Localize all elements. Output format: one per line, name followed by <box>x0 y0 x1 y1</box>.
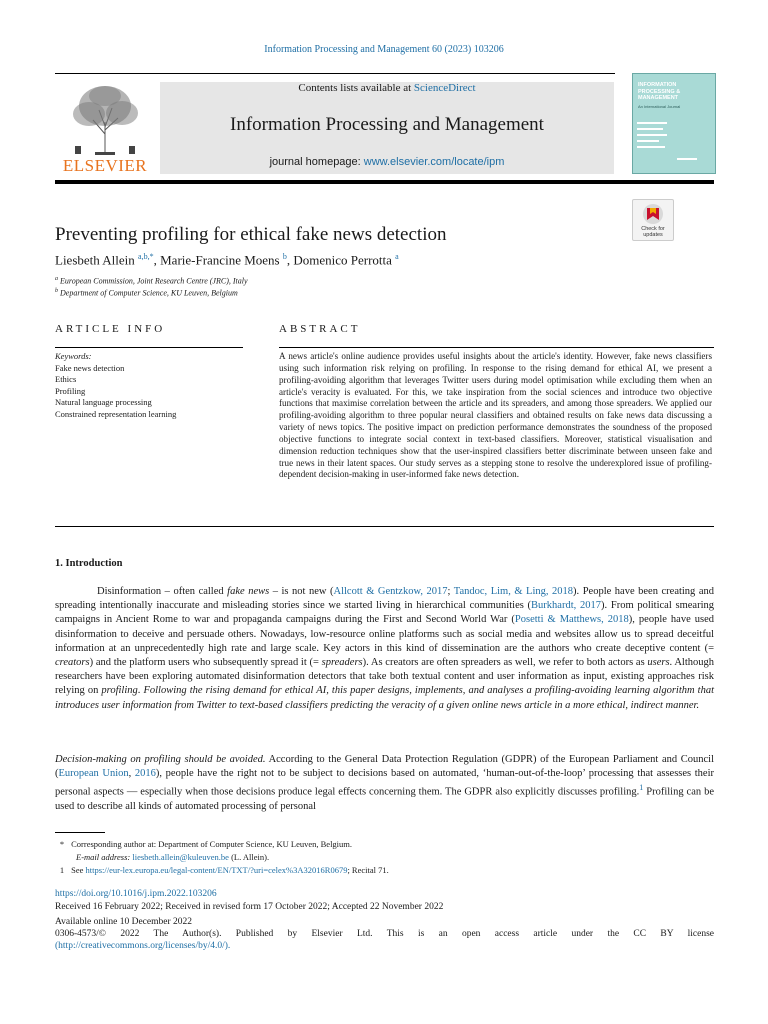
emphasis-text: profiling <box>101 685 138 697</box>
cover-decor <box>637 134 667 136</box>
article-info-divider <box>55 347 243 348</box>
header-divider <box>55 180 714 184</box>
citation-link[interactable]: Burkhardt, 2017 <box>531 600 601 612</box>
affiliation-mark: b <box>55 288 58 294</box>
citation-link[interactable]: Tandoc, Lim, & Ling, 2018 <box>453 586 574 597</box>
body-text-run: . Although researchers have been exploring automated disinformation detectors that take both textual content and user information as input, existing approaches risk relying on <box>55 657 714 697</box>
author-name[interactable]: Liesbeth Allein <box>55 252 135 268</box>
body-text-run: Disinformation – often called <box>97 586 228 597</box>
cover-title: INFORMATION PROCESSING & MANAGEMENT <box>638 82 681 101</box>
affiliation <box>55 276 248 286</box>
elsevier-wordmark: ELSEVIER <box>62 156 148 175</box>
keywords-block <box>55 351 245 421</box>
intro-paragraph-1 <box>55 585 714 713</box>
body-text-run: – is not new ( <box>269 586 334 597</box>
paper-title: Preventing profiling for ethical fake news detection <box>55 224 447 245</box>
cover-decor <box>637 122 667 124</box>
top-divider <box>55 73 615 74</box>
license-notice <box>55 928 714 952</box>
body-text-run: ), people have used disinformation to deceive and persuade others. Nowadays, low-resource online platforms such as social media and websites allow us to spread deceitful information at an unprecedentedly high rate and large scale. Key actors in this kind of dissemination are the authors who create deceptive content (= <box>55 614 714 654</box>
citation-link[interactable]: Posetti & Matthews, 2018 <box>514 614 629 626</box>
body-text-run: According to the General Data Protection Regulation (GDPR) of the European Parliament and Council ( <box>55 754 715 780</box>
contents-prefix: Contents lists available at <box>298 82 412 94</box>
emphasis-text: users <box>647 657 670 669</box>
footnote-mark: * <box>59 839 65 849</box>
abstract-heading: ABSTRACT <box>279 323 361 335</box>
check-for-updates-button[interactable] <box>632 199 674 241</box>
doi-link[interactable]: https://doi.org/10.1016/j.ipm.2022.103206 <box>55 889 217 899</box>
affiliation <box>55 288 238 298</box>
article-info-heading: ARTICLE INFO <box>55 323 166 335</box>
body-text-run: ). As creators are often spreaders as well, we refer to both actors as <box>362 657 648 669</box>
body-text-run: ; <box>447 586 454 597</box>
cover-decor <box>677 158 697 160</box>
body-text-run: . <box>137 685 144 697</box>
cover-subtitle: An International Journal <box>638 104 681 109</box>
keywords-label: Keywords: <box>55 351 92 361</box>
received-dates: Received 16 February 2022; Received in revised form 17 October 2022; Accepted 22 November 2022 <box>55 902 444 912</box>
author-affil-marks[interactable]: a,b,* <box>138 252 154 261</box>
body-text-run: ), people have the right not to be subject to decisions based on automated, ‘human-out-of-the-loop’ processing that assesses their personal aspects — especially when those decisions produce legal effects concerning them. The GDPR also explicitly discusses profiling. <box>55 768 714 798</box>
footnote-1 <box>55 864 714 877</box>
section-heading-introduction: 1. Introduction <box>55 558 123 569</box>
email-label: E-mail address: <box>76 852 131 862</box>
journal-homepage <box>160 156 614 168</box>
contents-line <box>160 82 614 94</box>
eur-lex-link[interactable]: https://eur-lex.europa.eu/legal-content/EN/TXT/?uri=celex%3A32016R0679 <box>85 865 348 875</box>
keyword-item: Fake news detection <box>55 362 125 373</box>
citation-link[interactable]: European Union <box>58 768 129 780</box>
cover-decor <box>637 146 665 148</box>
homepage-link[interactable]: www.elsevier.com/locate/ipm <box>363 156 505 168</box>
license-text: 0306-4573/© 2022 The Author(s). Published by Elsevier Ltd. This is an open access article under the CC BY license <box>55 929 714 939</box>
footnote-corresponding <box>55 838 714 851</box>
journal-title: Information Processing and Management <box>230 114 544 135</box>
keyword-item: Profiling <box>55 385 86 396</box>
intro-paragraph-2 <box>55 753 714 814</box>
citation-link[interactable]: Allcott & Gentzkow, 2017 <box>333 586 448 597</box>
body-text-run: ). People have been creating and spreading intentionally inaccurate and misleading stories since we started living in hierarchical communities ( <box>55 586 714 612</box>
keyword-item: Natural language processing <box>55 397 152 408</box>
author-name[interactable]: Marie-Francine Moens <box>160 252 280 268</box>
affiliation-text: Department of Computer Science, KU Leuven, Belgium <box>60 288 238 298</box>
homepage-prefix: journal homepage: <box>269 156 361 168</box>
journal-citation[interactable]: Information Processing and Management 60 (2023) 103206 <box>264 44 504 55</box>
author-list: Liesbeth Allein $^{a,b,*}$, Marie-Francine Moens $^b$, Domenico Perrotta $^a$ <box>55 252 399 268</box>
abstract-bottom-divider <box>55 526 714 527</box>
abstract-divider <box>279 347 714 348</box>
affiliation-text: European Commission, Joint Research Centre (JRC), Italy <box>60 276 248 286</box>
emphasis-text: fake news <box>227 586 270 597</box>
emphasis-text: spreaders <box>321 657 363 669</box>
footnote-mark: 1 <box>59 865 65 875</box>
footnote-suffix: ; Recital 71. <box>347 865 389 875</box>
emphasis-text: Following the rising demand for ethical AI, this paper designs, implements, and analyses a profiling-avoiding learning algorithm that introduces user information from Twitter to text-based classifiers predicting the veracity of a given online news article in a more ethical, indirect manner. <box>55 685 714 711</box>
affiliation-mark: a <box>55 276 58 282</box>
cc-by-license-link[interactable]: (http://creativecommons.org/licenses/by/4.0/). <box>55 941 231 951</box>
emphasis-text: creators <box>55 657 90 669</box>
body-text-run: Profiling can be used to describe all kinds of automated processing of personal <box>55 786 714 813</box>
crossmark-label: Check for updates <box>641 226 665 238</box>
footnote-prefix: See <box>71 865 84 875</box>
author-name[interactable]: Domenico Perrotta <box>293 252 392 268</box>
cover-decor <box>637 128 663 130</box>
footnote-divider <box>55 832 105 833</box>
body-text-run: ). From political smearing campaigns in Ancient Rome to war and propaganda campaigns during the First and Second World War ( <box>55 600 714 626</box>
sciencedirect-link[interactable]: ScienceDirect <box>413 82 476 94</box>
keyword-item: Ethics <box>55 374 77 385</box>
available-online: Available online 10 December 2022 <box>55 917 192 927</box>
email-suffix: (L. Allein). <box>231 852 270 862</box>
crossmark-icon <box>633 200 673 228</box>
keyword-item: Constrained representation learning <box>55 408 177 419</box>
body-text-run: , <box>128 768 135 780</box>
abstract-text: A news article's online audience provides useful insights about the article's identity. However, fake news classifiers using such information risk relying on profiling. In response to the rising demand for ethical AI, we present a profiling-avoiding algorithm that leverages Twitter users during model optimisation while excluding them when an article's veracity is evaluated. For this, we take inspiration from the social sciences and introduce two objective functions that maximise correlation between the article and its spreaders, and among those spreaders. We applied our profiling-avoiding algorithm to three popular neural classifiers and obtained results on fake news data discussing a variety of news topics. The positive impact on prediction performance demonstrates the soundness of the proposed objective functions to integrate social context in text-based classifiers. Moreover, statistical visualisation and dimension reduction techniques show that the user-inspired classifiers better discriminate between unseen fake and true news in their latent spaces. Our study serves as a stepping stone to resolve the underexplored issue of profiling-dependent decision-making in user-informed fake news detection. <box>279 351 712 480</box>
body-text-run: ) and the platform users who subsequently spread it (= <box>89 657 322 669</box>
citation-link[interactable]: 2016 <box>134 768 156 780</box>
author-affil-marks[interactable]: a <box>395 252 399 261</box>
footnote-email <box>55 851 714 864</box>
journal-cover-image[interactable] <box>632 73 716 174</box>
corresponding-author-text: Corresponding author at: Department of Computer Science, KU Leuven, Belgium. <box>71 839 353 849</box>
footnote-ref[interactable]: 1 <box>639 783 644 793</box>
author-affil-marks[interactable]: b <box>282 252 287 261</box>
cover-decor <box>637 140 659 142</box>
email-link[interactable]: liesbeth.allein@kuleuven.be <box>132 852 229 862</box>
emphasis-text: Decision-making on profiling should be avoided. <box>55 754 266 765</box>
